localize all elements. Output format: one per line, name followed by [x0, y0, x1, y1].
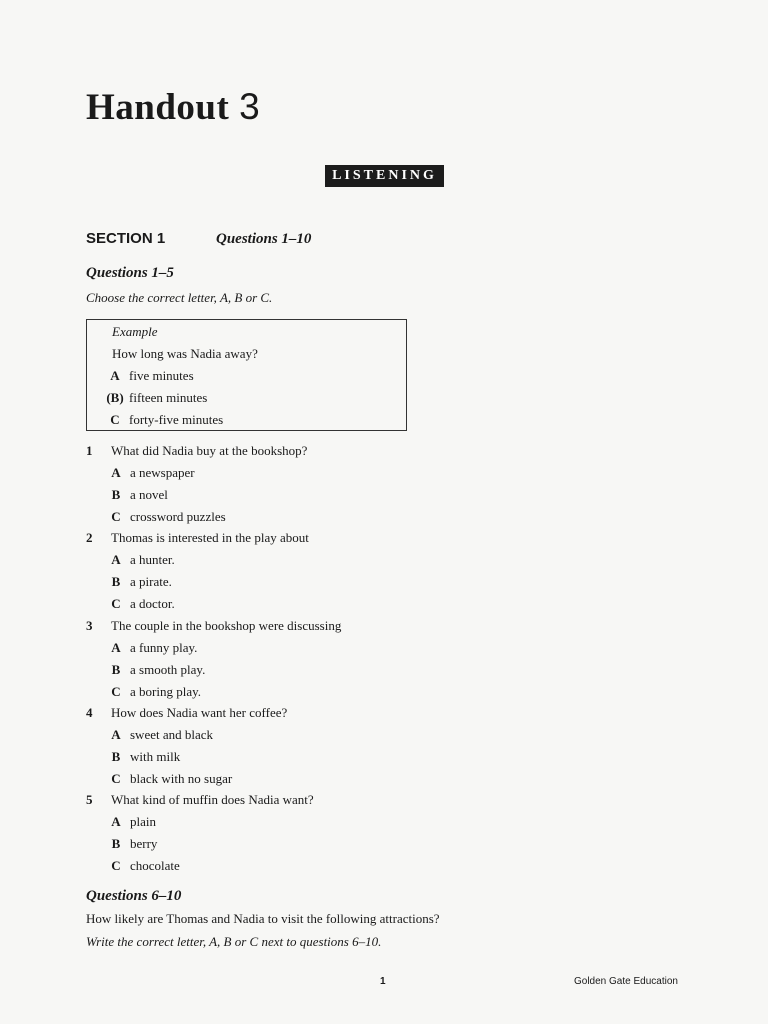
answer-option: [102, 771, 232, 787]
answer-option: [102, 574, 172, 590]
option-letter: A: [110, 368, 120, 383]
question-text: What did Nadia buy at the bookshop?: [111, 443, 308, 458]
answer-option: [102, 640, 197, 656]
option-letter: B: [111, 749, 121, 764]
question-number: 1: [86, 443, 93, 458]
option-letter: A: [111, 465, 121, 480]
option-letter: A: [111, 727, 121, 742]
example-box: [86, 319, 407, 431]
option-letter: B: [111, 662, 121, 677]
answer-option: [102, 465, 195, 481]
answer-option: [102, 552, 175, 568]
page-title: [86, 86, 260, 129]
option-text: berry: [130, 836, 158, 851]
answer-option: [102, 727, 213, 743]
option-text: a funny play.: [130, 640, 198, 655]
option-letter: A: [111, 814, 121, 829]
option-letter: B: [111, 487, 121, 502]
option-letter: C: [111, 509, 121, 524]
part2-heading: Questions 6–10: [86, 888, 182, 904]
answer-option: [102, 596, 175, 612]
option-letter: A: [111, 552, 121, 567]
answer-option: [102, 749, 180, 765]
answer-option: [102, 814, 156, 830]
option-text: five minutes: [129, 368, 194, 383]
option-letter: C: [111, 858, 121, 873]
option-letter: C: [111, 684, 121, 699]
option-letter: C: [111, 596, 121, 611]
question-text: Thomas is interested in the play about: [111, 530, 309, 545]
title-word: Handout: [86, 87, 230, 128]
option-text: sweet and black: [130, 727, 214, 742]
section-questions: Questions 1–10: [216, 231, 312, 247]
example-option: [101, 390, 207, 406]
question-number: 4: [86, 705, 93, 720]
option-text: a hunter.: [130, 552, 175, 567]
option-letter: (B): [106, 390, 124, 405]
example-option: [101, 412, 223, 428]
question-text: What kind of muffin does Nadia want?: [111, 792, 314, 807]
listening-banner: LISTENING: [325, 165, 444, 187]
question-number: 3: [86, 618, 93, 633]
answer-option: [102, 662, 205, 678]
example-label: Example: [112, 324, 158, 339]
option-text: fifteen minutes: [129, 390, 208, 405]
question-text: How does Nadia want her coffee?: [111, 705, 288, 720]
option-letter: C: [110, 412, 120, 427]
option-text: a pirate.: [130, 574, 172, 589]
answer-option: [102, 836, 157, 852]
option-text: black with no sugar: [130, 771, 233, 786]
option-text: a novel: [130, 487, 168, 502]
question-number: 2: [86, 530, 93, 545]
answer-option: [102, 487, 168, 503]
option-text: crossword puzzles: [130, 509, 226, 524]
part2-prompt: How likely are Thomas and Nadia to visit the following attractions?: [86, 911, 440, 926]
option-text: a boring play.: [130, 684, 201, 699]
option-letter: A: [111, 640, 121, 655]
option-text: a doctor.: [130, 596, 175, 611]
example-option: [101, 368, 194, 384]
section-label: SECTION 1: [86, 230, 166, 247]
example-question: How long was Nadia away?: [112, 346, 258, 361]
part1-instruction: Choose the correct letter, A, B or C.: [86, 290, 273, 305]
section-heading: [86, 230, 311, 248]
footer-brand: Golden Gate Education: [574, 976, 678, 987]
option-text: forty-five minutes: [129, 412, 224, 427]
answer-option: [102, 858, 180, 874]
option-text: a newspaper: [130, 465, 195, 480]
answer-option: [102, 684, 201, 700]
answer-option: [102, 509, 226, 525]
option-text: with milk: [130, 749, 181, 764]
page-number: 1: [380, 976, 386, 987]
option-letter: B: [111, 574, 121, 589]
option-text: chocolate: [130, 858, 180, 873]
question-number: 5: [86, 792, 93, 807]
option-letter: C: [111, 771, 121, 786]
part1-heading: Questions 1–5: [86, 265, 174, 281]
question-text: The couple in the bookshop were discussing: [111, 618, 342, 633]
part2-instruction: Write the correct letter, A, B or C next to questions 6–10.: [86, 934, 382, 949]
option-text: a smooth play.: [130, 662, 206, 677]
title-number: 3: [239, 86, 261, 127]
option-text: plain: [130, 814, 156, 829]
option-letter: B: [111, 836, 121, 851]
